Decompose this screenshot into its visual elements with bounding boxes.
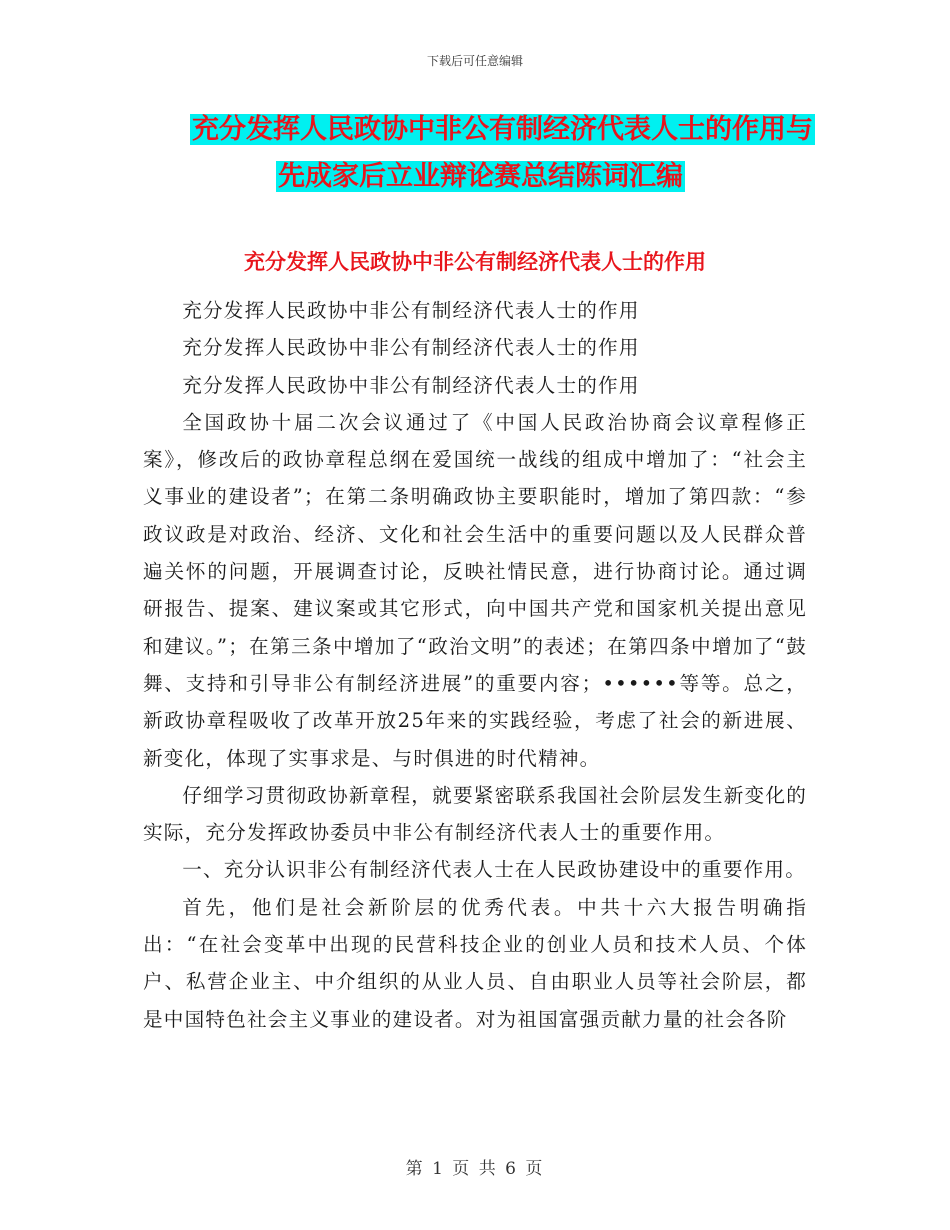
paragraph: 仔细学习贯彻政协新章程，就要紧密联系我国社会阶层发生新变化的实际，充分发挥政协委员中非公有制经济代表人士的重要作用。	[143, 783, 807, 845]
paragraph: 全国政协十届二次会议通过了《中国人民政治协商会议章程修正案》，修改后的政协章程总纲在爱国统一战线的组成中增加了：“社会主义事业的建设者”；在第二条明确政协主要职能时，增加了第四款：“参政议政是对政治、经济、文化和社会生活中的重要问题以及人民群众普遍关怀的问题，开展调查讨论，反映社情民意，进行协商讨论。通过调研报告、提案、建议案或其它形式，向中国共产党和国家机关提出意见和建议。”；在第三条中增加了“政治文明”的表述；在第四条中增加了“鼓舞、支持和引导非公有制经济进展”的重要内容；••••••等等。总之，新政协章程吸收了改革开放25年来的实践经验，考虑了社会的新进展、新变化，体现了实事求是、与时俱进的时代精神。	[143, 410, 807, 770]
paragraph: 首先，他们是社会新阶层的优秀代表。中共十六大报告明确指出：“在社会变革中出现的民营科技企业的创业人员和技术人员、个体户、私营企业主、中介组织的从业人员、自由职业人员等社会阶层，都是中国特色社会主义事业的建设者。对为祖国富强贡献力量的社会各阶	[143, 895, 807, 1031]
section-title: 充分发挥人民政协中非公有制经济代表人士的作用	[244, 250, 706, 274]
paragraph: 充分发挥人民政协中非公有制经济代表人士的作用	[182, 373, 640, 397]
title-line-2-text: 先成家后立业辩论赛总结陈词汇编	[278, 161, 683, 192]
paragraph: 充分发挥人民政协中非公有制经济代表人士的作用	[182, 299, 640, 322]
document-body	[143, 292, 807, 1038]
paragraph: 充分发挥人民政协中非公有制经济代表人士的作用	[182, 336, 640, 360]
document-title	[0, 106, 950, 200]
paragraph: 一、充分认识非公有制经济代表人士在人民政协建设中的重要作用。	[182, 858, 806, 882]
page-number-footer: 第 1 页 共 6 页	[405, 1159, 545, 1179]
page-header-note: 下载后可任意编辑	[426, 54, 523, 68]
title-line-2	[0, 153, 950, 200]
title-line-1	[0, 106, 950, 153]
title-line-1-text: 充分发挥人民政协中非公有制经济代表人士的作用与	[192, 114, 813, 145]
